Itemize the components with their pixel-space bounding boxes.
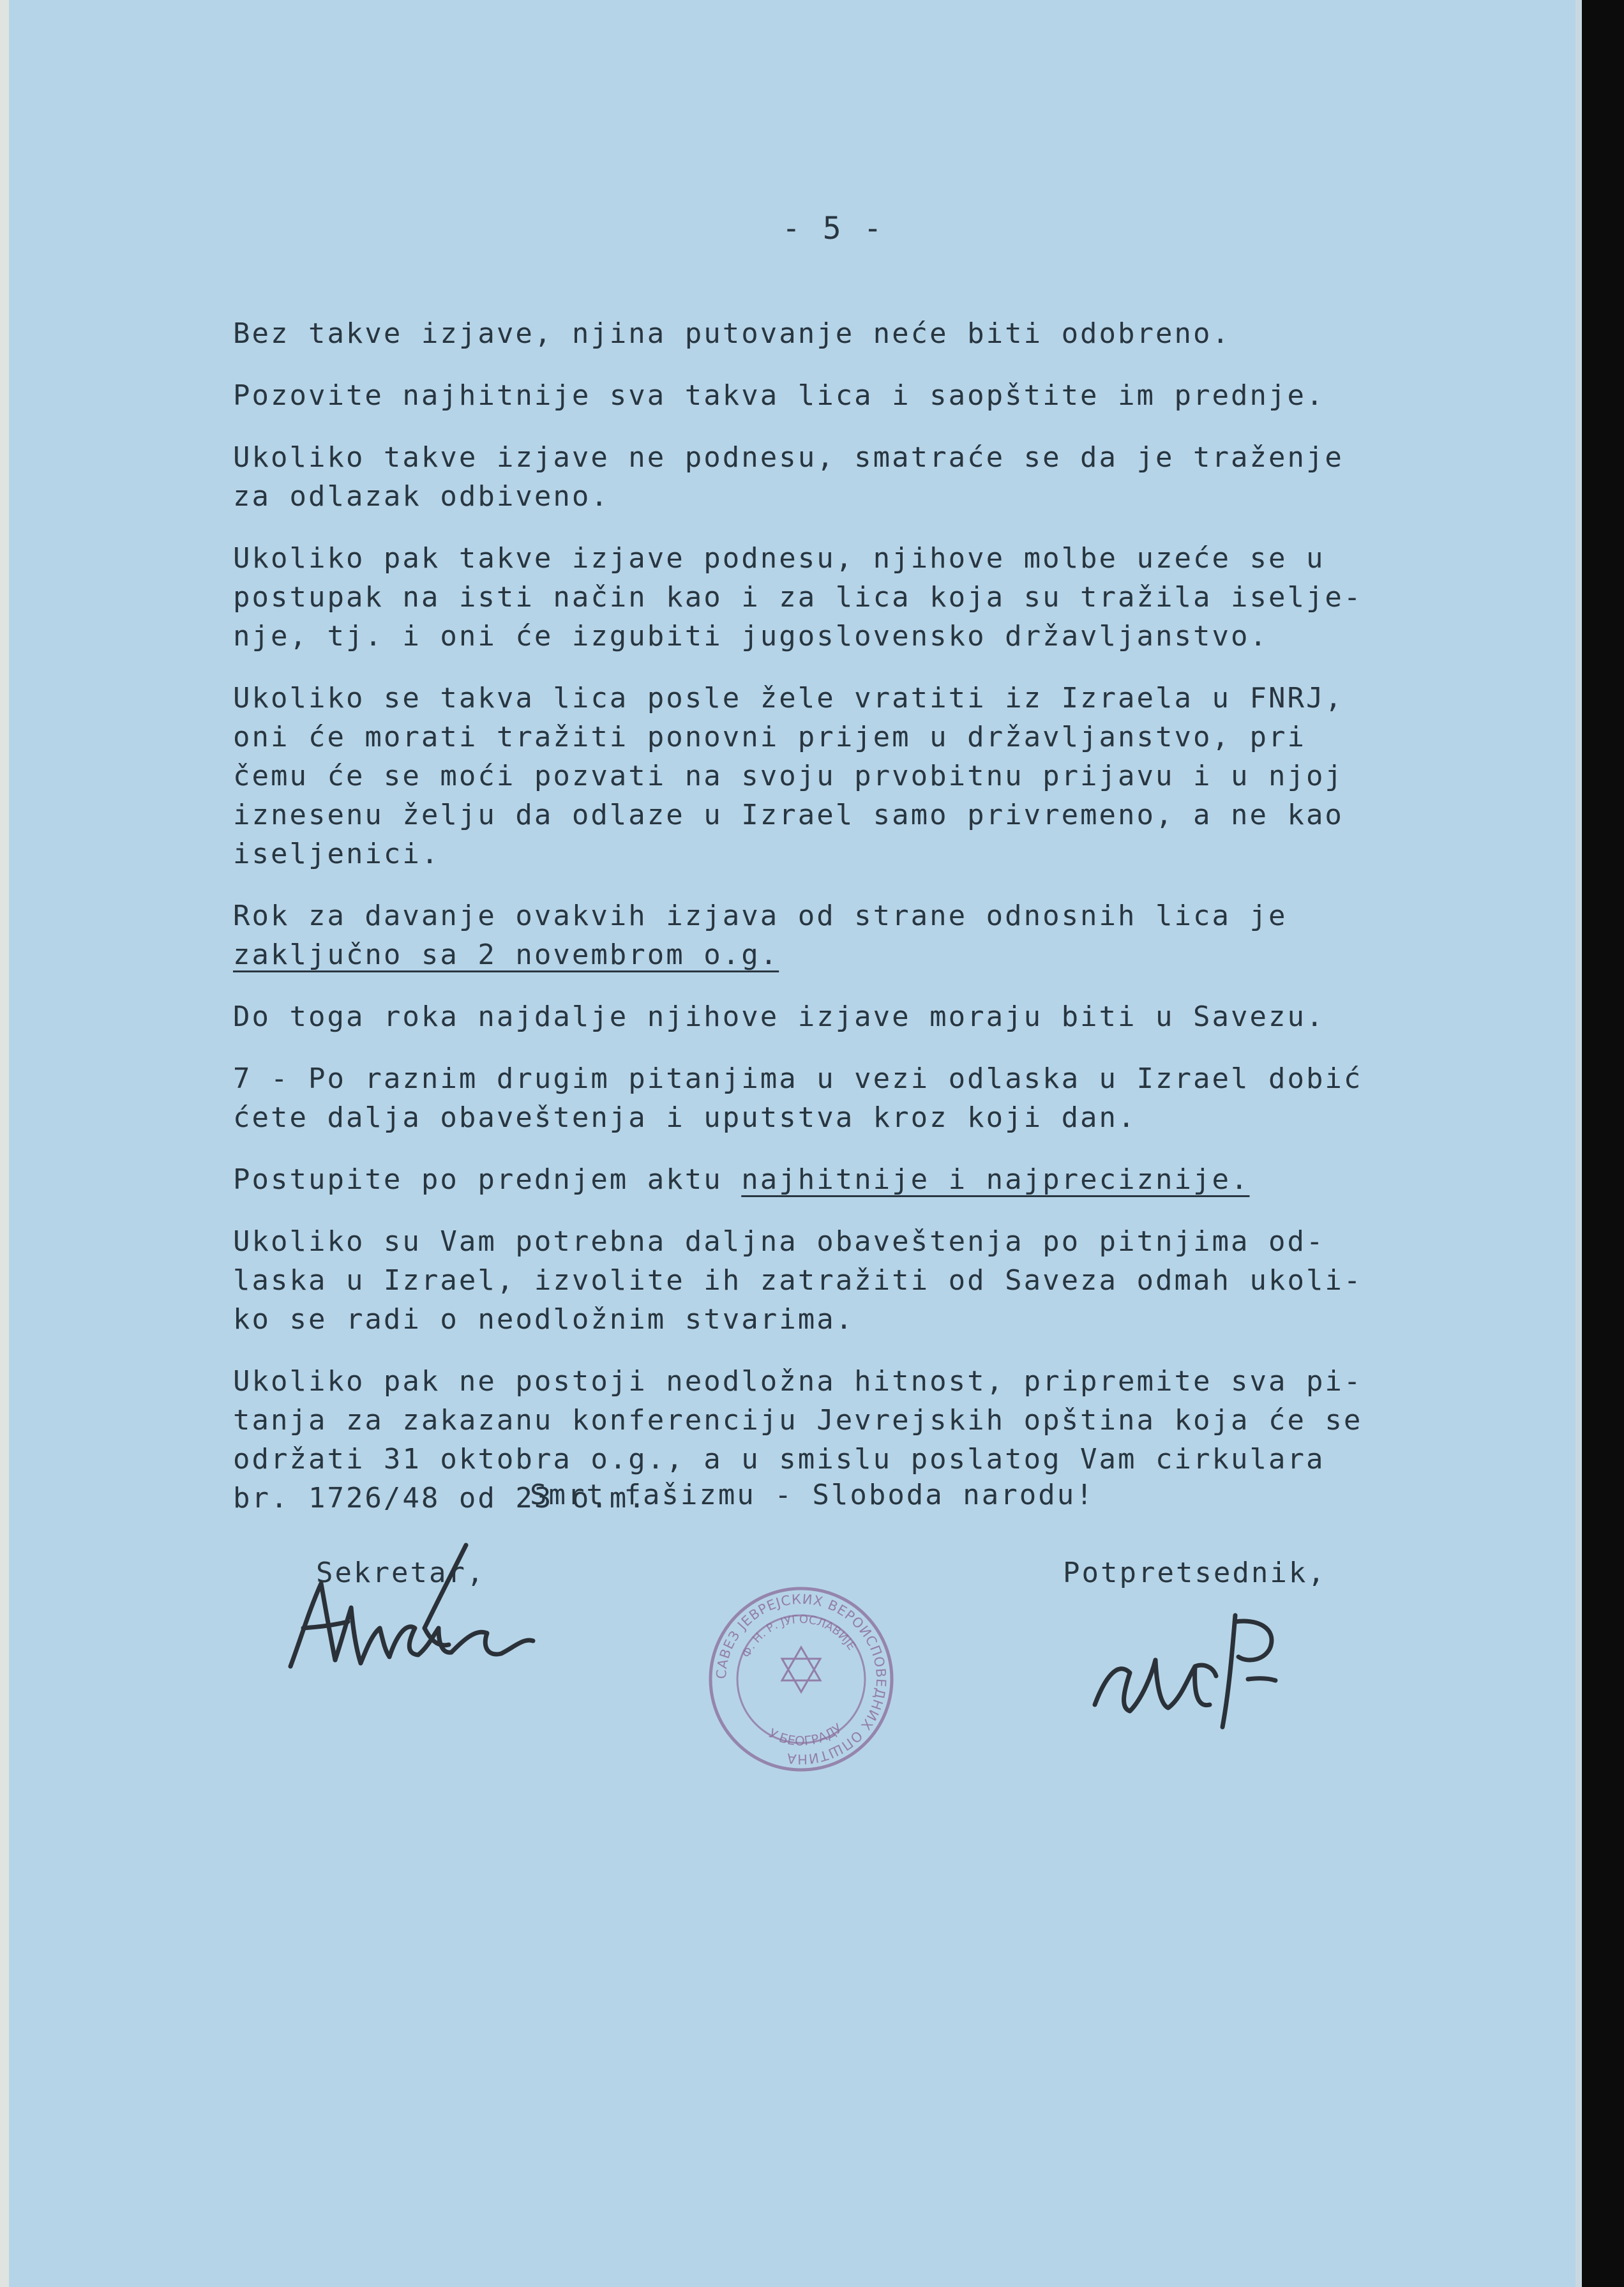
text-line: Ukoliko se takva lica posle žele vratiti iz Izraela u FNRJ,	[233, 682, 1344, 714]
text-line: oni će morati tražiti ponovni prijem u državljanstvo, pri	[233, 721, 1306, 753]
letter-body	[233, 314, 1452, 1541]
secretary-title: Sekretar,	[316, 1557, 486, 1589]
paragraph	[233, 376, 1452, 415]
text-line: iznesenu želju da odlaze u Izrael samo privremeno, a ne kao	[233, 799, 1344, 831]
stamp-bottom-text: У БЕОГРАДУ	[766, 1720, 845, 1749]
text-line	[233, 1160, 1452, 1199]
stamp-inner-text: Ф. Н. Р. ЈУГОСЛАВИЈЕ	[739, 1612, 859, 1660]
text-line: 7 - Po raznim drugim pitanjima u vezi odlaska u Izrael dobić	[233, 1062, 1363, 1095]
official-stamp	[705, 1583, 897, 1775]
text-line: laska u Izrael, izvolite ih zatražiti od Saveza odmah ukoli-	[233, 1264, 1363, 1297]
paragraph	[233, 1222, 1452, 1339]
text-line: Ukoliko su Vam potrebna daljna obaveštenja po pitnjima od-	[233, 1225, 1325, 1258]
page-number: - 5 -	[782, 211, 884, 246]
text-line: ćete dalja obaveštenja i uputstva kroz koji dan.	[233, 1101, 1137, 1134]
paragraph	[233, 539, 1452, 656]
text-line: Bez takve izjave, njina putovanje neće biti odobreno.	[233, 317, 1231, 350]
text-line: nje, tj. i oni će izgubiti jugoslovensko državljanstvo.	[233, 620, 1268, 653]
paragraph	[233, 438, 1452, 516]
text-line: Pozovite najhitnije sva takva lica i saopštite im prednje.	[233, 379, 1325, 412]
paper-edge	[1575, 0, 1582, 2287]
paragraph	[233, 997, 1452, 1036]
text-line: tanja za zakazanu konferenciju Jevrejskih opština koja će se	[233, 1404, 1363, 1437]
text-line: br. 1726/48 od 23 o.m.	[233, 1482, 647, 1514]
text-line: Ukoliko pak takve izjave podnesu, njihove molbe uzeće se u	[233, 542, 1325, 575]
text-line: Ukoliko takve izjave ne podnesu, smatraće se da je traženje	[233, 441, 1344, 474]
text-line: iseljenici.	[233, 838, 440, 870]
text-segment: Postupite po prednjem aktu	[233, 1163, 742, 1196]
paragraph	[233, 679, 1452, 873]
paragraph	[233, 314, 1452, 353]
text-line	[233, 935, 1452, 974]
paper-edge	[0, 0, 9, 2287]
text-line: održati 31 oktobra o.g., a u smislu poslatog Vam cirkulara	[233, 1443, 1325, 1476]
text-line: čemu će se moći pozvati na svoju prvobitnu prijavu i u njoj	[233, 760, 1344, 792]
text-line: Ukoliko pak ne postoji neodložna hitnost, pripremite sva pi-	[233, 1365, 1363, 1398]
underlined-text: zaključno sa 2 novembrom o.g.	[233, 939, 779, 971]
text-line: Do toga roka najdalje njihove izjave moraju biti u Savezu.	[233, 1000, 1325, 1033]
closing-salutation: Smrt fašizmu - Sloboda narodu!	[530, 1479, 1095, 1511]
underlined-text: najhitnije i najpreciznije.	[741, 1163, 1250, 1196]
secretary-signature	[271, 1532, 546, 1679]
star-of-david-icon	[782, 1647, 820, 1692]
stamp-outer-text: САВЕЗ ЈЕВРЕЈСКИХ ВЕРОИСПОВЕДНИХ ОПШТИНА	[713, 1591, 889, 1767]
paragraph	[233, 1059, 1452, 1137]
text-line: za odlazak odbiveno.	[233, 480, 610, 513]
text-line: ko se radi o neodložnim stvarima.	[233, 1303, 855, 1336]
text-line: postupak na isti način kao i za lica koja su tražila iselje-	[233, 581, 1363, 614]
paragraph	[233, 896, 1452, 974]
text-line: Rok za davanje ovakvih izjava od strane odnosnih lica je	[233, 900, 1288, 932]
vice-president-signature	[1085, 1603, 1296, 1730]
vice-president-title: Potpretsednik,	[1063, 1557, 1327, 1589]
paragraph	[233, 1160, 1452, 1199]
